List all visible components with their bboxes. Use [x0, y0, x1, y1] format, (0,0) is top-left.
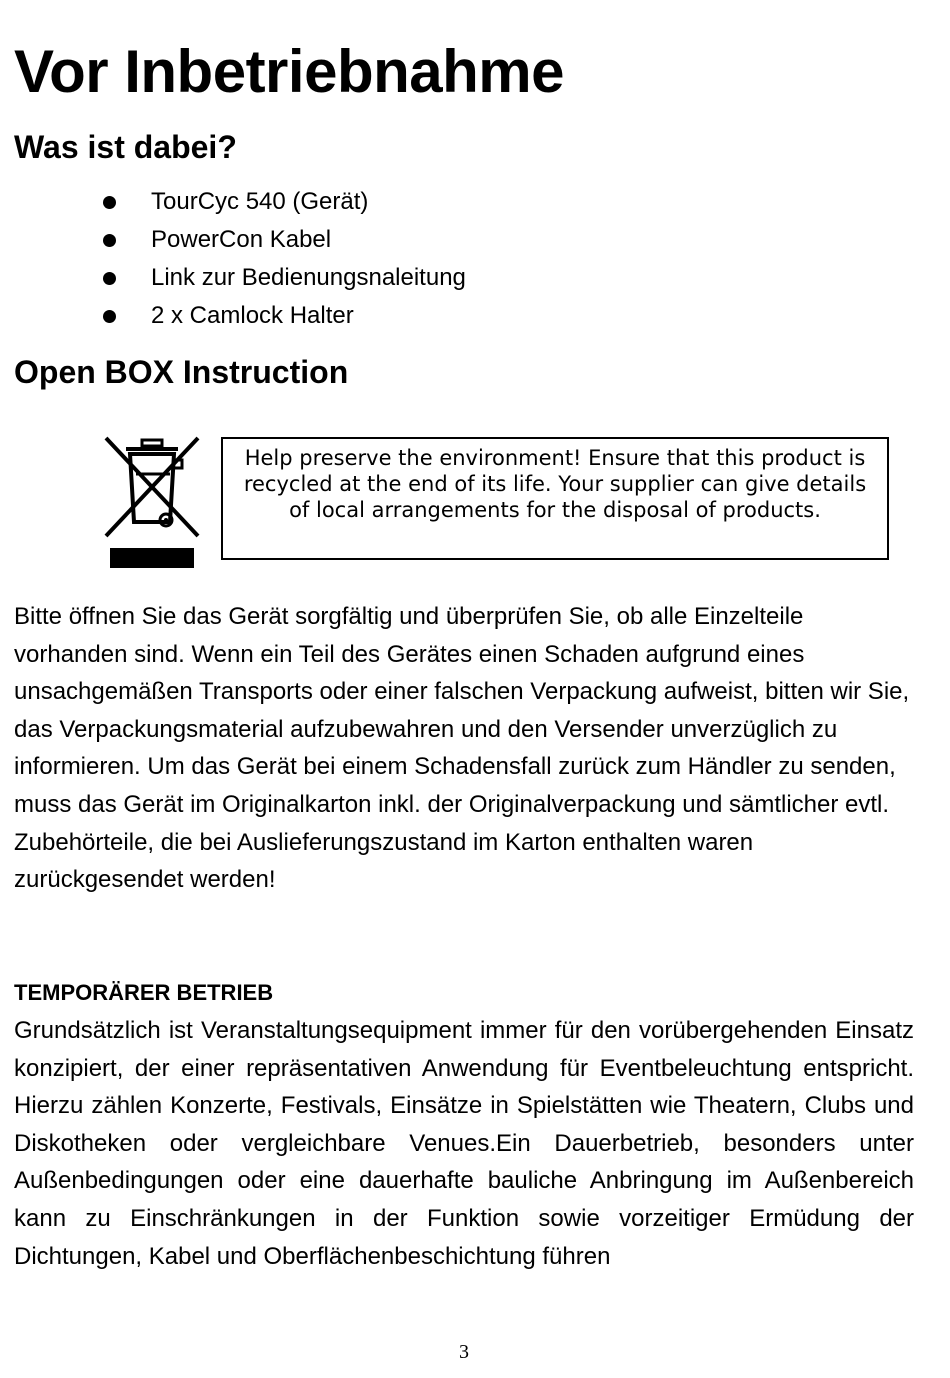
page-number: 3	[459, 1341, 469, 1363]
open-box-heading: Open BOX Instruction	[14, 354, 349, 390]
whats-included-heading: Was ist dabei?	[14, 129, 237, 165]
environment-notice-text: Help preserve the environment! Ensure that this product is recycled at the end of its life. Your supplier can give details of local arrangements for the disposal of products.	[243, 446, 867, 522]
bullet-icon	[103, 272, 116, 285]
page-title: Vor Inbetriebnahme	[14, 38, 564, 105]
temporary-operation-paragraph: Grundsätzlich ist Veranstaltungsequipment immer für den vorübergehenden Einsatz konzipiert, der einer repräsentativen Anwendung für Eventbeleuchtung entspricht. Hierzu zählen Konzerte, Festivals, Einsätze in Spielstätten wie Theatern, Clubs und Diskotheken oder vergleichbare Venues.Ein Dauerbetrieb, besonders unter Außenbedingungen oder eine dauerhafte bauliche Anbringung im Außenbereich kann zu Einschränkungen in der Funktion sowie vorzeitiger Ermüdung der Dichtungen, Kabel und Oberflächenbeschichtung führen	[14, 1017, 914, 1270]
list-item-text: 2 x Camlock Halter	[151, 302, 354, 329]
bullet-icon	[103, 196, 116, 209]
bullet-icon	[103, 234, 116, 247]
bullet-icon	[103, 310, 116, 323]
weee-crossed-bin-icon	[100, 432, 204, 572]
open-box-paragraph: Bitte öffnen Sie das Gerät sorgfältig und überprüfen Sie, ob alle Einzelteile vorhanden sind. Wenn ein Teil des Gerätes einen Schaden aufgrund eines unsachgemäßen Transports oder einer falschen Verpackung aufweist, bitten wir Sie, das Verpackungsmaterial aufzubewahren und den Versender unverzüglich zu informieren. Um das Gerät bei einem Schadensfall zurück zum Händler zu senden, muss das Gerät im Originalkarton inkl. der Originalverpackung und sämtlicher evtl. Zubehörteile, die bei Auslieferungszustand im Karton enthalten waren zurückgesendet werden!	[14, 603, 910, 894]
list-item-text: Link zur Bedienungsnaleitung	[151, 264, 466, 291]
environment-notice-box	[221, 437, 889, 560]
temporary-operation-heading: TEMPORÄRER BETRIEB	[14, 980, 274, 1005]
list-item-text: TourCyc 540 (Gerät)	[151, 188, 369, 215]
list-item-text: PowerCon Kabel	[151, 226, 332, 253]
